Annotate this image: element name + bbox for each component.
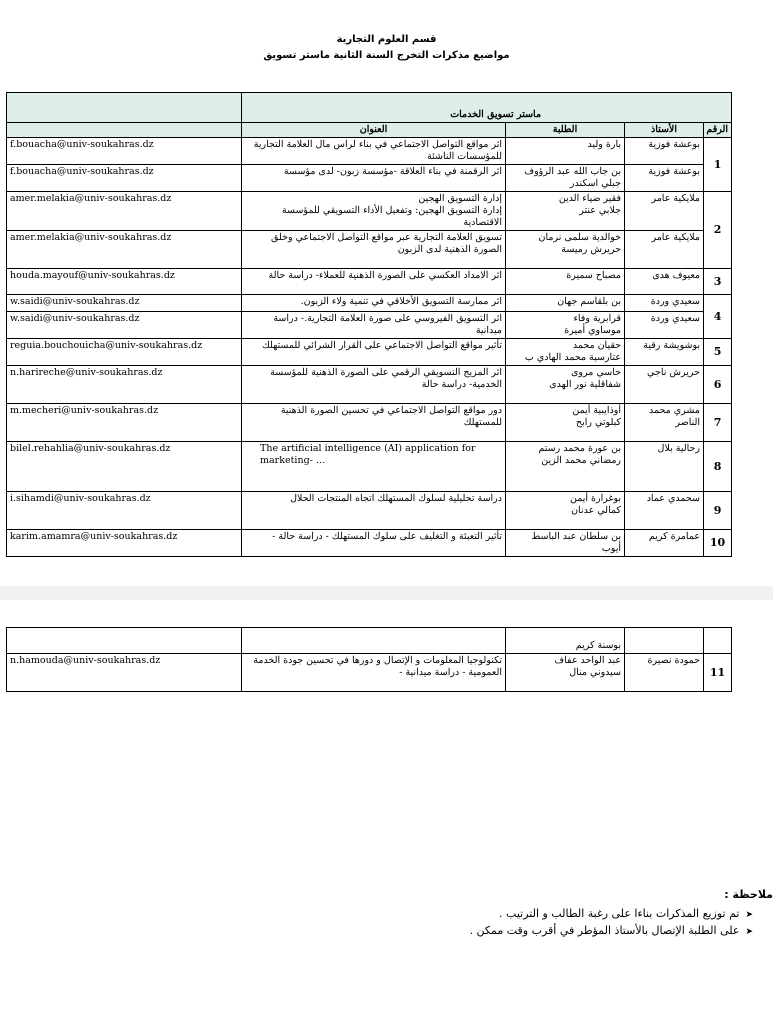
students-cell (506, 231, 625, 269)
title-cell (242, 192, 506, 231)
cell-text: m.mecheri@univ-soukahras.dz (10, 405, 159, 416)
student-name: بن بلقاسم جهان (557, 296, 621, 307)
professor-cell (625, 138, 704, 165)
email-cell (7, 492, 242, 530)
cell-text: n.harireche@univ-soukahras.dz (10, 367, 163, 378)
professor-cell (625, 492, 704, 530)
department-title: قسم العلوم التجارية (336, 34, 437, 45)
student-name: عتارسية محمد الهادي ب (524, 352, 621, 363)
cell-text: سعيدي وردة (650, 313, 700, 324)
cell-text: 5 (713, 345, 722, 358)
arrow-bullet-icon: ➤ (745, 910, 753, 920)
title-cell (242, 312, 506, 339)
student-name: كبلوتي رابح (575, 417, 621, 428)
col-header-email (7, 123, 242, 138)
empty-cell (7, 628, 242, 654)
student-name: حقيان محمد (572, 340, 621, 351)
students-cell (506, 192, 625, 231)
students-cell (506, 339, 625, 366)
cell-text: سحمدي عماد (646, 493, 700, 504)
student-name: أيوب (601, 543, 621, 554)
notes-section (0, 888, 773, 941)
cell-text: العنوان (359, 124, 388, 135)
title-line: دراسة تحليلية لسلوك المستهلك اتجاه المنتجات الحلال (290, 493, 502, 504)
title-line: إدارة التسويق الهجين (418, 193, 502, 204)
students-cell (506, 628, 625, 654)
table-row (7, 165, 732, 192)
cell-text: The artificial intelligence (AI) application for marketing- … (260, 443, 476, 466)
title-cell (242, 404, 506, 442)
student-name: عبد الواحد عفاف (554, 655, 621, 666)
empty-cell (625, 628, 704, 654)
col-header-professor (625, 123, 704, 138)
table-row (7, 366, 732, 404)
email-cell (7, 138, 242, 165)
professor-cell (625, 366, 704, 404)
cell-text: reguia.bouchouicha@univ-soukahras.dz (10, 340, 203, 351)
title-cell (242, 492, 506, 530)
title-cell (242, 654, 506, 692)
professor-cell (625, 404, 704, 442)
student-name: جبلي اسكندر (569, 178, 621, 189)
title-line: تكنولوجيا المعلومات و الإتصال و دورها في تحسين جودة الخدمة العمومية - دراسة ميدانية - (253, 655, 502, 678)
professor-cell (625, 442, 704, 492)
cell-text: ماستر تسويق الخدمات (450, 109, 542, 120)
title-cell (242, 138, 506, 165)
students-cell (506, 269, 625, 295)
title-cell (242, 165, 506, 192)
student-name: بوغرارة أيمن (570, 493, 621, 504)
title-cell (242, 339, 506, 366)
cell-text: 3 (713, 274, 722, 288)
table-row (7, 442, 732, 492)
row-number-cell (704, 269, 732, 295)
student-name: مصباح سميرة (566, 270, 621, 281)
email-cell (7, 442, 242, 492)
table-row (7, 192, 732, 231)
table-row (7, 339, 732, 366)
specialty-cell (242, 93, 732, 123)
table-row (7, 312, 732, 339)
student-name: بارة وليد (587, 139, 621, 150)
band-empty-cell (7, 93, 242, 123)
row-number-cell (704, 339, 732, 366)
cell-text: الرقم (706, 124, 729, 135)
title-cell (242, 442, 506, 492)
title-cell (242, 366, 506, 404)
student-name: فقير ضياء الدين (558, 193, 621, 204)
row-number-cell (704, 295, 732, 339)
professor-cell (625, 654, 704, 692)
title-line: دور مواقع التواصل الاجتماعي في تحسين الصورة الذهنية للمستهلك (280, 405, 502, 428)
title-cell (242, 231, 506, 269)
email-cell (7, 269, 242, 295)
email-cell (7, 366, 242, 404)
cell-text: f.bouacha@univ-soukahras.dz (10, 166, 154, 177)
cell-text: n.hamouda@univ-soukahras.dz (10, 655, 161, 666)
arrow-bullet-icon: ➤ (745, 927, 753, 937)
topics-table-continued (6, 627, 732, 692)
student-name: سيدوني منال (569, 667, 621, 678)
cell-text: 8 (713, 459, 722, 473)
col-header-title (242, 123, 506, 138)
email-cell (7, 404, 242, 442)
students-cell (506, 530, 625, 557)
col-header-number (704, 123, 732, 138)
professor-cell (625, 339, 704, 366)
student-name: حاسي مروى (570, 367, 621, 378)
specialty-row (7, 93, 732, 123)
cell-text: الأستاذ (650, 124, 677, 135)
email-cell (7, 654, 242, 692)
empty-cell (704, 628, 732, 654)
title-line: إدارة التسويق الهجين: وتفعيل الأداء التسويقي للمؤسسة الاقتصادية (281, 205, 502, 228)
cell-text: مشري محمد الناصر (649, 405, 700, 428)
email-cell (7, 312, 242, 339)
email-cell (7, 339, 242, 366)
cell-text: سعيدي وردة (650, 296, 700, 307)
student-name: كمالي عدنان (571, 505, 621, 516)
cell-text: w.saidi@univ-soukahras.dz (10, 296, 140, 307)
email-cell (7, 192, 242, 231)
cell-text: بوسنة كريم (575, 640, 621, 651)
email-cell (7, 295, 242, 312)
title-cell (242, 295, 506, 312)
cell-text: 11 (709, 665, 726, 679)
cell-text: 10 (709, 536, 726, 549)
cell-text: bilel.rehahlia@univ-soukahras.dz (10, 443, 171, 454)
cell-text: حريرش ناجي (647, 367, 700, 378)
professor-cell (625, 295, 704, 312)
title-line: تأثير مواقع التواصل الاجتماعي على القرار الشرائي للمستهلك (261, 340, 502, 351)
title-line: اثر التسويق الفيروسي على صورة العلامة التجارية.- دراسة ميدانية (273, 313, 502, 336)
cell-text: houda.mayouf@univ-soukahras.dz (10, 270, 175, 281)
cell-text: عمامرة كريم (648, 531, 700, 542)
email-cell (7, 530, 242, 557)
title-cell (242, 269, 506, 295)
title-line: تسويق العلامة التجارية عبر مواقع التواصل الاجتماعي وخلق الصورة الذهنية لدى الزبون (271, 232, 502, 255)
students-cell (506, 366, 625, 404)
title-line: اثر ممارسة التسويق الأخلاقي في تنمية ولاء الزبون. (300, 296, 502, 307)
student-name: موساوي أميرة (564, 325, 621, 336)
students-cell (506, 442, 625, 492)
row-number-cell (704, 192, 732, 269)
row-number-cell (704, 366, 732, 404)
table-row (7, 269, 732, 295)
professor-cell (625, 192, 704, 231)
cell-text: amer.melakia@univ-soukahras.dz (10, 193, 172, 204)
cell-text: بوعشة فوزية (648, 139, 700, 150)
notes-heading: ملاحظة : (724, 888, 773, 901)
professor-cell (625, 165, 704, 192)
cell-text: معيوف هدى (652, 270, 700, 281)
row-number-cell (704, 530, 732, 557)
cell-text: f.bouacha@univ-soukahras.dz (10, 139, 154, 150)
cell-text: بوشويشة رقية (643, 340, 700, 351)
table-row (7, 654, 732, 692)
col-header-students (506, 123, 625, 138)
cell-text: الطلبة (552, 124, 578, 135)
cell-text: 7 (713, 415, 722, 429)
student-name: قرابرية وفاء (573, 313, 621, 324)
cell-text: ملايكية عامر (651, 193, 700, 204)
cell-text: ملايكية عامر (651, 232, 700, 243)
table-row (7, 492, 732, 530)
professor-cell (625, 231, 704, 269)
note-item: ➤تم توزيع المذكرات بناءا على رغبة الطالب و الترتيب . (499, 907, 753, 920)
cell-text: بوعشة فوزية (648, 166, 700, 177)
student-name: بن عورة محمد رستم (538, 443, 621, 454)
cell-text: رحالية بلال (657, 443, 700, 454)
cell-text: i.sihamdi@univ-soukahras.dz (10, 493, 151, 504)
row-number-cell (704, 492, 732, 530)
student-name: شفاقلية نور الهدى (549, 379, 621, 390)
table-row (7, 404, 732, 442)
cell-text: 1 (713, 157, 722, 171)
table-row (7, 295, 732, 312)
header-row (7, 123, 732, 138)
student-name: رمضاني محمد الزين (541, 455, 621, 466)
row-number-cell (704, 404, 732, 442)
title-line: اثر مواقع التواصل الاجتماعي في بناء لراس مال العلامة التجارية للمؤسسات الناشئة (253, 139, 502, 162)
email-cell (7, 231, 242, 269)
title-line: تأثير التعبئة و التغليف على سلوك المستهلك - دراسة حالة - (272, 531, 502, 542)
cell-text: حمودة نصيرة (647, 655, 700, 666)
topics-table (6, 92, 732, 557)
title-cell (242, 530, 506, 557)
note-item: ➤على الطلبة الإتصال بالأستاذ المؤطر في أقرب وقت ممكن . (469, 924, 753, 937)
students-cell (506, 492, 625, 530)
cell-text: 4 (713, 309, 722, 323)
cell-text: 9 (713, 503, 722, 517)
title-line: اثر الرقمنة في بناء العلاقة -مؤسسة زبون- لدى مؤسسة (283, 166, 502, 177)
cell-text: 2 (713, 223, 722, 236)
student-name: خوالدية سلمى نرمان (538, 232, 621, 243)
students-cell (506, 165, 625, 192)
students-cell (506, 312, 625, 339)
student-name: جلابي عنتر (579, 205, 621, 216)
table-row (7, 530, 732, 557)
student-name: بن جاب الله عبد الرؤوف (524, 166, 621, 177)
email-cell (7, 165, 242, 192)
row-number-cell (704, 138, 732, 192)
students-cell (506, 295, 625, 312)
student-name: بن سلطان عبد الباسط (531, 531, 621, 542)
row-number-cell (704, 654, 732, 692)
continuation-row (7, 628, 732, 654)
empty-cell (242, 628, 506, 654)
professor-cell (625, 269, 704, 295)
students-cell (506, 654, 625, 692)
row-number-cell (704, 442, 732, 492)
professor-cell (625, 312, 704, 339)
students-cell (506, 404, 625, 442)
title-line: اثر الامداد العكسي على الصورة الذهنية للعملاء- دراسة حالة (268, 270, 502, 281)
cell-text: 6 (713, 377, 722, 391)
page-subtitle: مواضيع مذكرات التخرج السنة الثانية ماستر تسويق (263, 50, 510, 61)
student-name: أوذايبية أيمن (572, 405, 621, 416)
page-break (0, 586, 773, 600)
professor-cell (625, 530, 704, 557)
cell-text: w.saidi@univ-soukahras.dz (10, 313, 140, 324)
students-cell (506, 138, 625, 165)
table-row (7, 138, 732, 165)
cell-text: amer.melakia@univ-soukahras.dz (10, 232, 172, 243)
cell-text: karim.amamra@univ-soukahras.dz (10, 531, 178, 542)
table-row (7, 231, 732, 269)
student-name: حريرش رميسة (561, 244, 621, 255)
title-line: اثر المزيج التسويقي الرقمي على الصورة الذهنية للمؤسسة الخدمية- دراسة حالة (270, 367, 502, 390)
